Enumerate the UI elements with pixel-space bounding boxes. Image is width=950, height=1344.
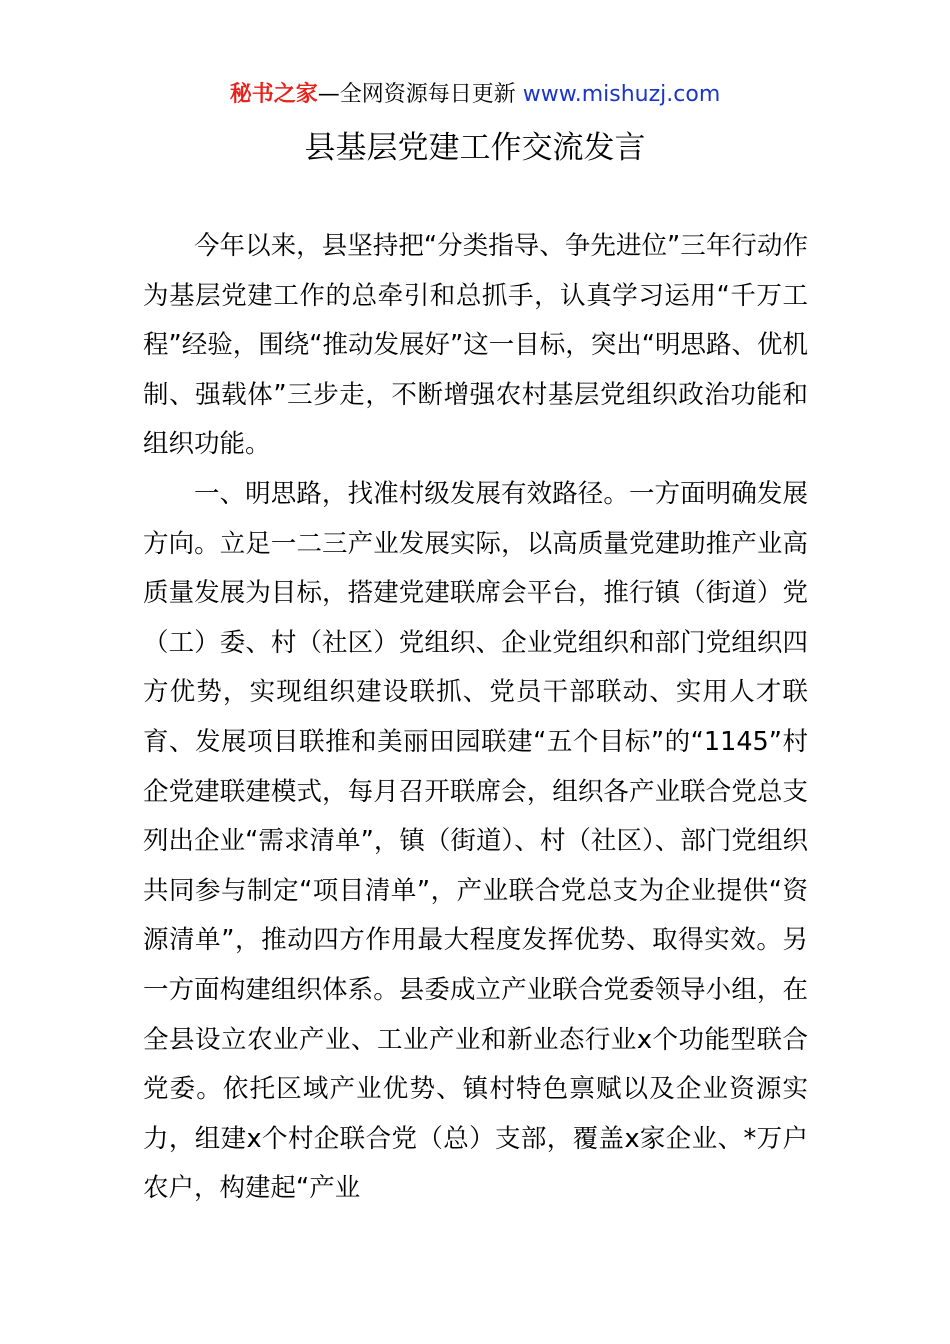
paragraph-intro: 今年以来，县坚持把“分类指导、争先进位”三年行动作为基层党建工作的总牵引和总抓手，认真学习运用“千万工程”经验，围绕“推动发展好”这一目标，突出“明思路、优机制、强载体”三步走，不断增强农村基层党组织政治功能和组织功能。 xyxy=(143,231,808,460)
brand-name: 秘书之家 xyxy=(229,82,318,107)
site-url-link[interactable]: www.mishuzj.com xyxy=(522,82,721,107)
document-body xyxy=(143,222,808,1214)
document-title: 县基层党建工作交流发言 xyxy=(304,130,646,166)
site-banner xyxy=(0,80,950,110)
paragraph-section-one: 一、明思路，找准村级发展有效路径。一方面明确发展方向。立足一二三产业发展实际，以高质量党建助推产业高质量发展为目标，搭建党建联席会平台，推行镇（街道）党（工）委、村（社区）党组织、企业党组织和部门党组织四方优势，实现组织建设联抓、党员干部联动、实用人才联育、发展项目联推和美丽田园联建“五个目标”的“1145”村企党建联建模式，每月召开联席会，组织各产业联合党总支列出企业“需求清单”，镇（街道）、村（社区）、部门党组织共同参与制定“项目清单”，产业联合党总支为企业提供“资源清单”，推动四方作用最大程度发挥优势、取得实效。另一方面构建组织体系。县委成立产业联合党委领导小组，在全县设立农业产业、工业产业和新业态行业x个功能型联合党委。依托区域产业优势、镇村特色禀赋以及企业资源实力，组建x个村企联合党（总）支部，覆盖x家企业、*万户农户，构建起“产业 xyxy=(143,478,808,1204)
banner-tagline: —全网资源每日更新 xyxy=(317,82,523,107)
